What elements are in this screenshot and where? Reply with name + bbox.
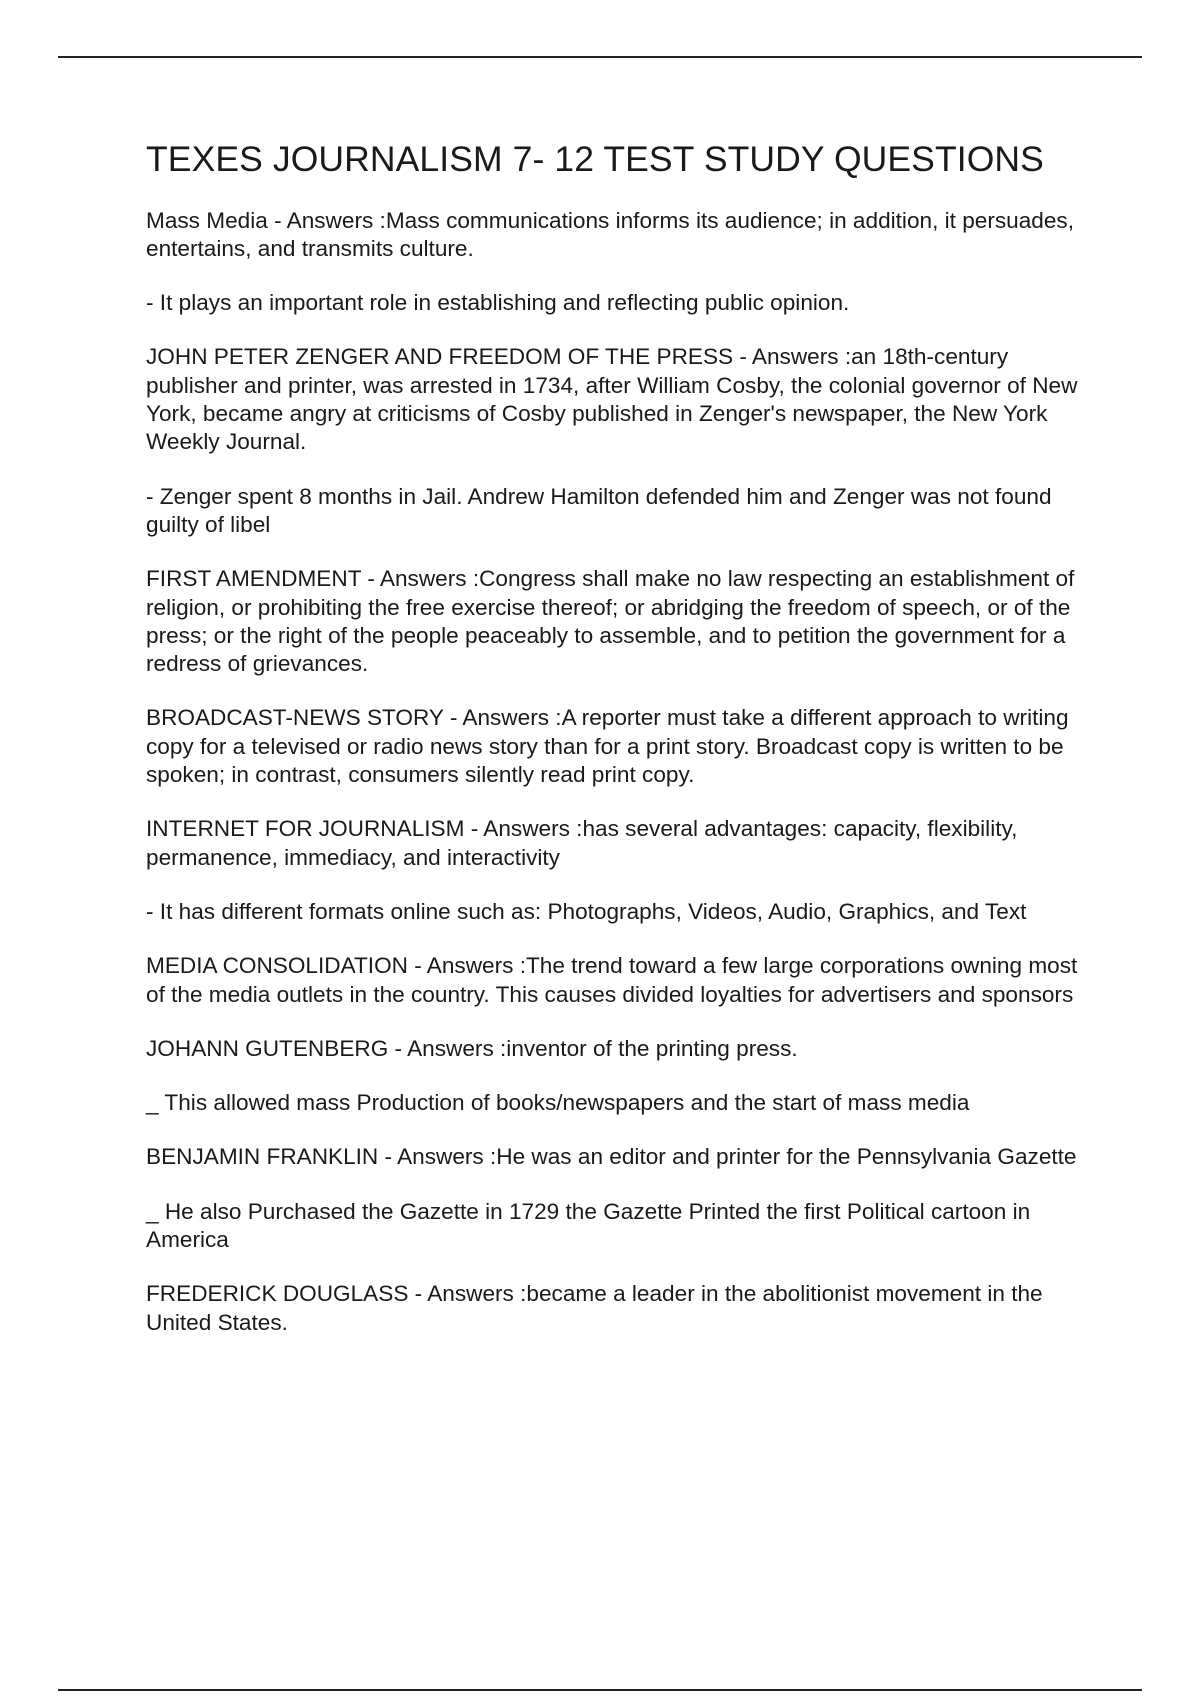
paragraph-gutenberg: JOHANN GUTENBERG - Answers :inventor of the printing press. [146,1035,798,1061]
paragraph-internet-journalism: INTERNET FOR JOURNALISM - Answers :has several advantages: capacity, flexibility, permanence, immediacy, and interactivity [146,816,1018,870]
paragraph-gutenberg-note: _ This allowed mass Production of books/newspapers and the start of mass media [146,1090,970,1116]
paragraph-franklin: BENJAMIN FRANKLIN - Answers :He was an editor and printer for the Pennsylvania Gazette [146,1144,1077,1170]
paragraph-broadcast-news: BROADCAST-NEWS STORY - Answers :A reporter must take a different approach to writing copy for a televised or radio news story than for a print story. Broadcast copy is written to be spoken; in contrast, consumers silently read print copy. [146,705,1069,788]
paragraph-internet-note: - It has different formats online such as: Photographs, Videos, Audio, Graphics, and Text [146,898,1027,924]
header-rule [58,56,1142,58]
paragraph-media-consolidation: MEDIA CONSOLIDATION - Answers :The trend toward a few large corporations owning most of the media outlets in the country. This causes divided loyalties for advertisers and sponsors [146,953,1078,1007]
paragraph-franklin-note: _ He also Purchased the Gazette in 1729 the Gazette Printed the first Political cartoon in America [146,1198,1031,1253]
document-body [146,138,1096,1363]
paragraph-zenger-note: - Zenger spent 8 months in Jail. Andrew Hamilton defended him and Zenger was not found guilty of libel [146,483,1052,537]
paragraph-mass-media-note: - It plays an important role in establishing and reflecting public opinion. [146,290,850,316]
document-title: TEXES JOURNALISM 7- 12 TEST STUDY QUESTIONS [146,139,1044,179]
paragraph-douglass: FREDERICK DOUGLASS - Answers :became a leader in the abolitionist movement in the United States. [146,1281,1043,1335]
paragraph-first-amendment: FIRST AMENDMENT - Answers :Congress shall make no law respecting an establishment of religion, or prohibiting the free exercise thereof; or abridging the freedom of speech, or of the press; or the right of the people peaceably to assemble, and to petition the government for a redress of grievances. [146,566,1075,677]
paragraph-mass-media: Mass Media - Answers :Mass communications informs its audience; in addition, it persuades, entertains, and transmits culture. [146,207,1074,261]
paragraph-zenger: JOHN PETER ZENGER AND FREEDOM OF THE PRESS - Answers :an 18th-century publisher and printer, was arrested in 1734, after William Cosby, the colonial governor of New York, became angry at criticisms of Cosby published in Zenger's newspaper, the New York Weekly Journal. [146,344,1078,455]
footer-rule [58,1689,1142,1691]
